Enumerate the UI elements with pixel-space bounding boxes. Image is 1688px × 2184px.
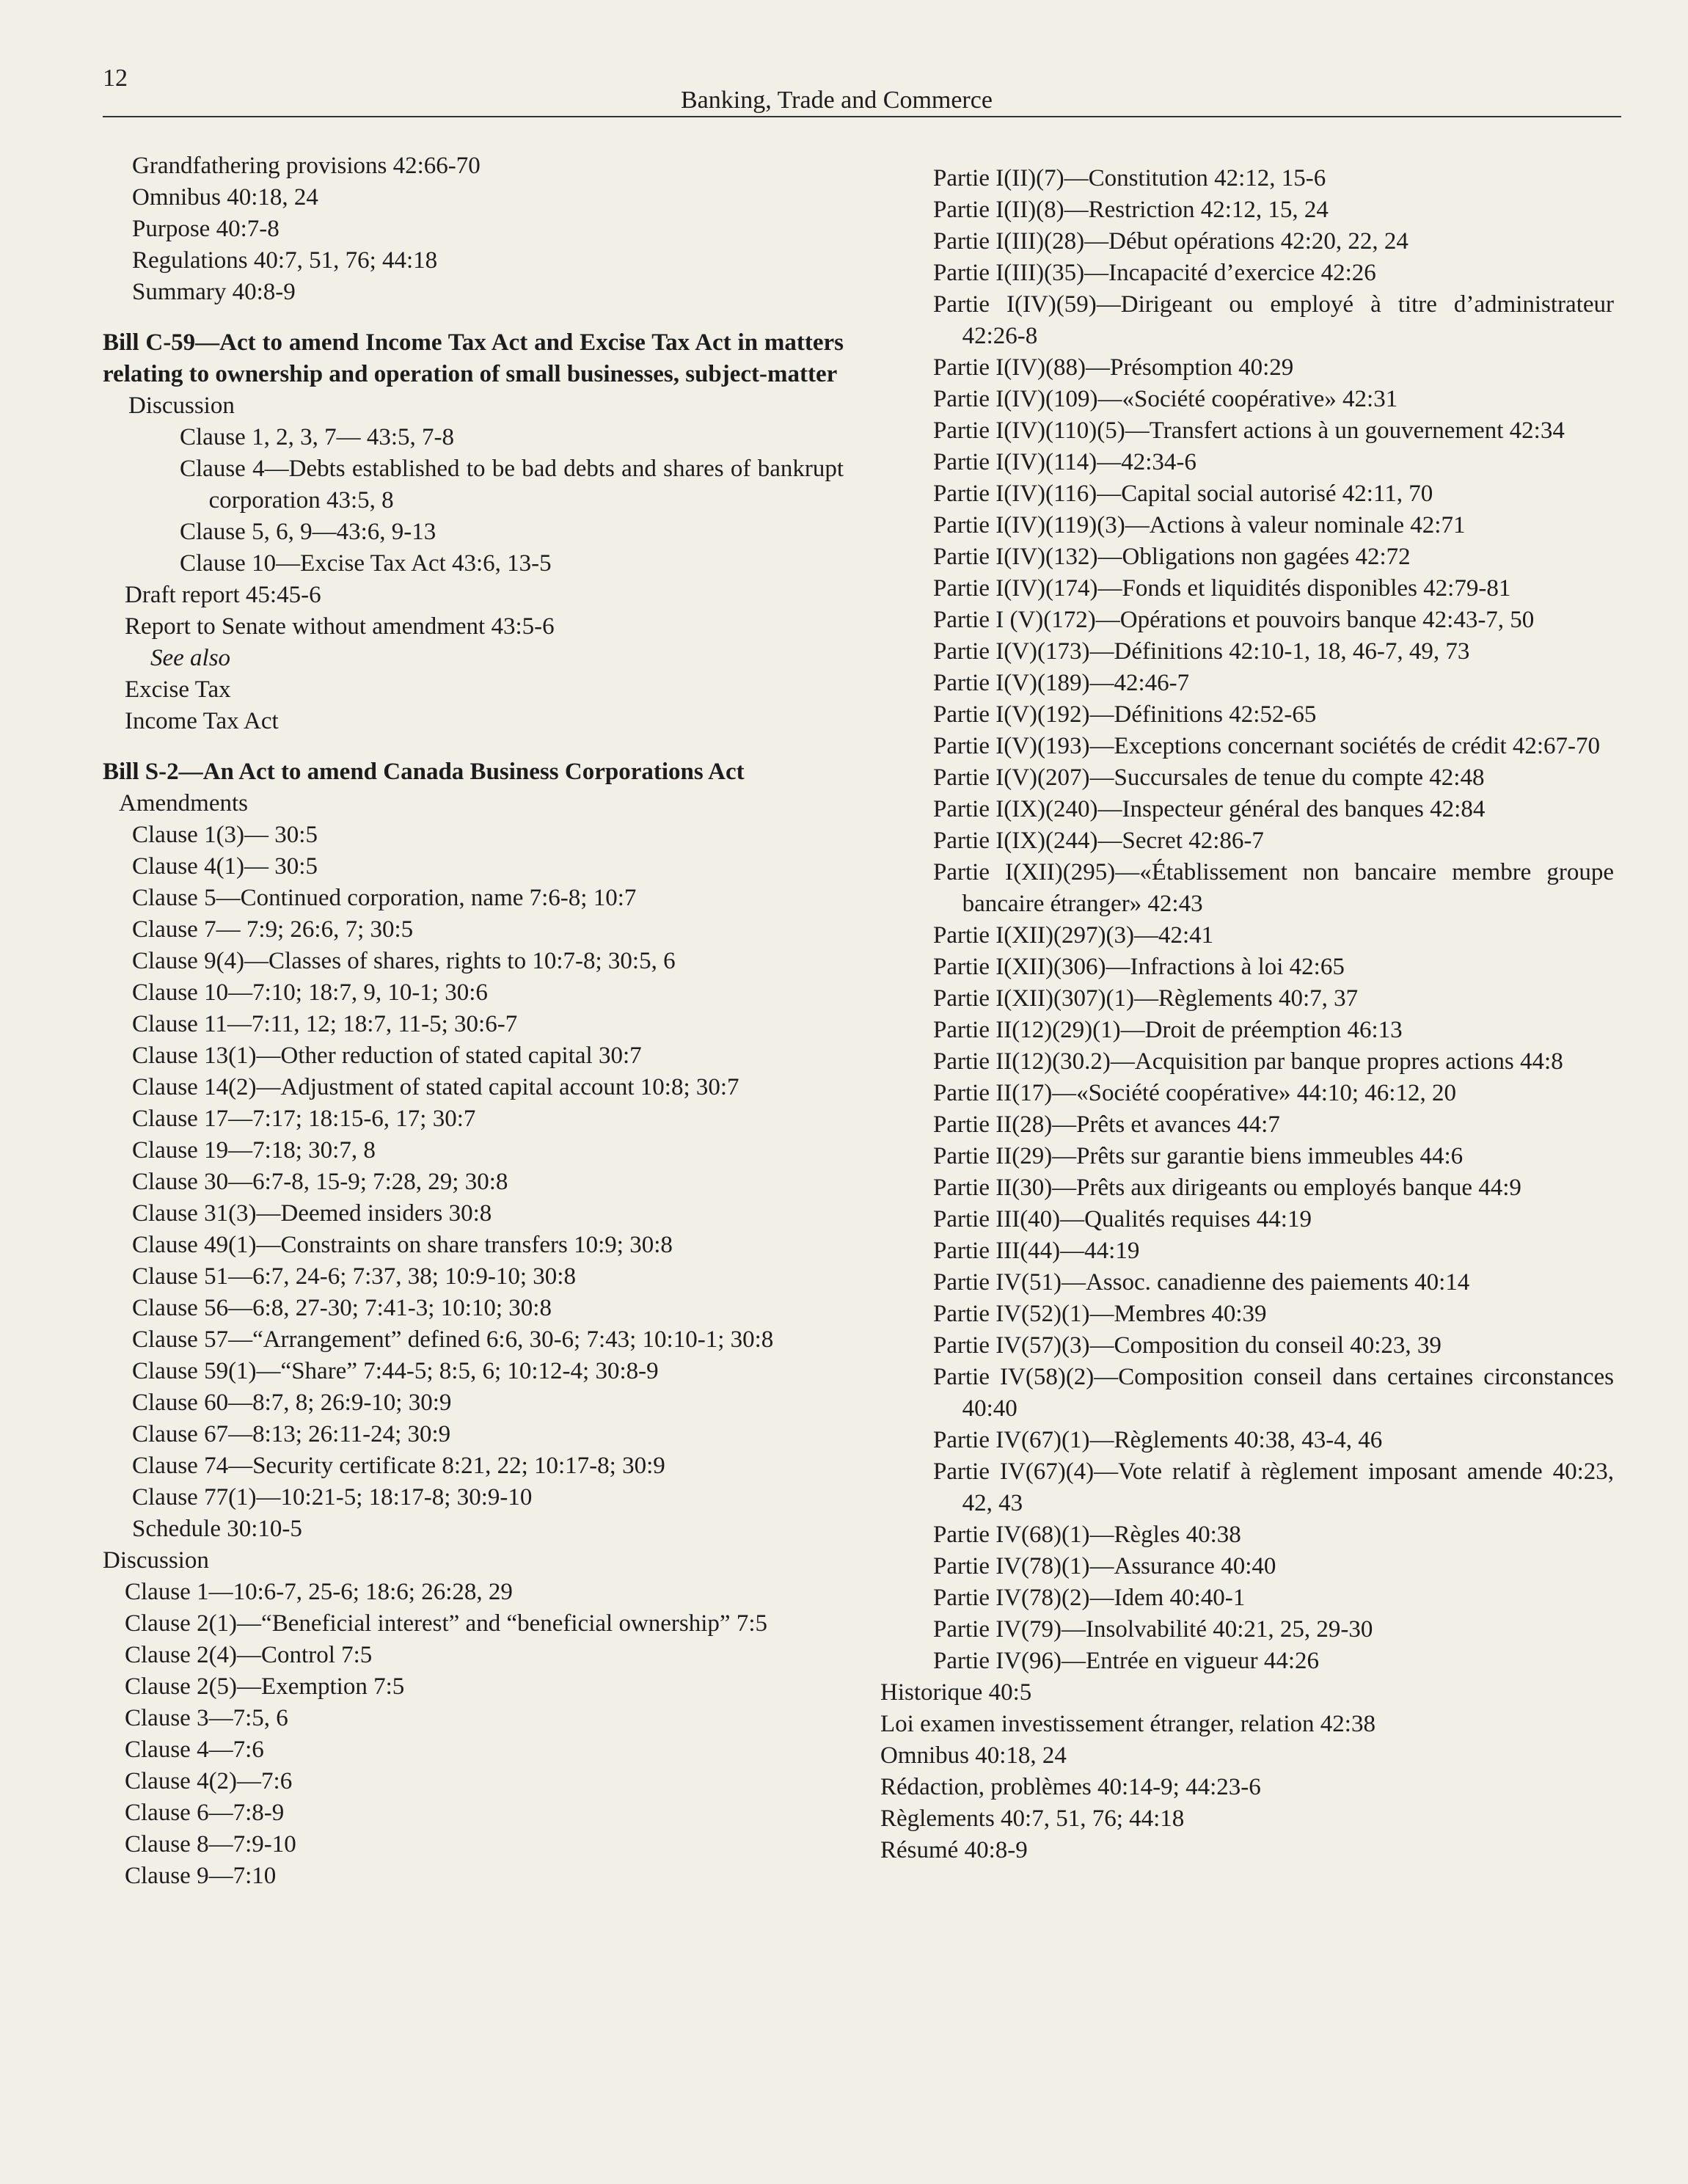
partie-entry: Partie III(44)—44:19 (933, 1238, 1140, 1264)
partie-entry: Partie IV(51)—Assoc. canadienne des paiements 40:14 (933, 1269, 1470, 1296)
amendment-clause-entry: Clause 7— 7:9; 26:6, 7; 30:5 (132, 916, 414, 943)
amendment-clause-entry: Clause 49(1)—Constraints on share transfers 10:9; 30:8 (132, 1232, 673, 1258)
partie-entry: Partie I(IV)(88)—Présomption 40:29 (933, 354, 1294, 381)
discussion-clause-entry: Clause 2(5)—Exemption 7:5 (125, 1673, 405, 1700)
discussion-clause-entry: Clause 1—10:6-7, 25-6; 18:6; 26:28, 29 (125, 1579, 513, 1605)
amendment-clause-entry: Clause 14(2)—Adjustment of stated capital account 10:8; 30:7 (132, 1074, 739, 1100)
clause-entry: Clause 4—Debts established to be bad debts and shares of bankrupt corporation 43:5, 8 (180, 456, 844, 514)
amendment-clause-entry: Clause 59(1)—“Share” 7:44-5; 8:5, 6; 10:12-4; 30:8-9 (132, 1358, 659, 1384)
bill-s2-title: Bill S-2—An Act to amend Canada Business Corporations Act (103, 759, 745, 785)
amendment-clause-entry: Clause 5—Continued corporation, name 7:6-8; 10:7 (132, 885, 637, 911)
partie-entry: Partie I(IV)(132)—Obligations non gagées 42:72 (933, 544, 1411, 570)
partie-entry: Partie I(V)(193)—Exceptions concernant sociétés de crédit 42:67-70 (933, 733, 1601, 759)
discussion-clause-entry: Clause 9—7:10 (125, 1863, 277, 1889)
running-head: Banking, Trade and Commerce (681, 87, 993, 114)
report-entry: Report to Senate without amendment 43:5-6 (125, 613, 555, 640)
clause-entry: Clause 1, 2, 3, 7— 43:5, 7-8 (180, 424, 454, 450)
discussion-clause-entry: Clause 8—7:9-10 (125, 1831, 296, 1858)
partie-entry: Partie IV(58)(2)—Composition conseil dans certaines circonstances 40:40 (933, 1364, 1614, 1422)
amendment-clause-entry: Clause 31(3)—Deemed insiders 30:8 (132, 1200, 492, 1227)
page-number: 12 (103, 65, 128, 92)
partie-entry: Partie I(IV)(114)—42:34-6 (933, 449, 1196, 475)
partie-entry: Partie IV(67)(4)—Vote relatif à règlement imposant amende 40:23, 42, 43 (933, 1458, 1614, 1516)
amendment-clause-entry: Clause 56—6:8, 27-30; 7:41-3; 10:10; 30:8 (132, 1295, 552, 1321)
partie-entry: Partie IV(96)—Entrée en vigueur 44:26 (933, 1648, 1320, 1674)
partie-entry: Partie II(17)—«Société coopérative» 44:10; 46:12, 20 (933, 1080, 1456, 1106)
partie-entry: Partie I(IV)(109)—«Société coopérative» 42:31 (933, 386, 1398, 412)
left-column (103, 150, 844, 1892)
index-entry: Règlements 40:7, 51, 76; 44:18 (880, 1805, 1185, 1832)
amendment-clause-entry: Clause 74—Security certificate 8:21, 22; 10:17-8; 30:9 (132, 1453, 665, 1479)
partie-entry: Partie IV(52)(1)—Membres 40:39 (933, 1301, 1267, 1327)
discussion-label: Discussion (103, 1547, 209, 1574)
clause-entry: Clause 10—Excise Tax Act 43:6, 13-5 (180, 550, 552, 577)
amendment-clause-entry: Clause 10—7:10; 18:7, 9, 10-1; 30:6 (132, 979, 488, 1006)
index-entry: Summary 40:8-9 (132, 279, 296, 305)
discussion-clause-entry: Clause 2(1)—“Beneficial interest” and “beneficial ownership” 7:5 (125, 1610, 767, 1637)
partie-entry: Partie I(II)(7)—Constitution 42:12, 15-6 (933, 165, 1326, 191)
partie-entry: Partie I(IX)(244)—Secret 42:86-7 (933, 828, 1264, 854)
amendment-clause-entry: Clause 30—6:7-8, 15-9; 7:28, 29; 30:8 (132, 1169, 508, 1195)
partie-entry: Partie IV(57)(3)—Composition du conseil 40:23, 39 (933, 1332, 1442, 1359)
discussion-clause-entry: Clause 4—7:6 (125, 1736, 264, 1763)
partie-entry: Partie IV(79)—Insolvabilité 40:21, 25, 29-30 (933, 1616, 1373, 1643)
see-also-item: Income Tax Act (125, 708, 279, 734)
partie-entry: Partie III(40)—Qualités requises 44:19 (933, 1206, 1312, 1232)
partie-entry: Partie I(II)(8)—Restriction 42:12, 15, 24 (933, 197, 1329, 223)
discussion-clause-entry: Clause 4(2)—7:6 (125, 1768, 293, 1794)
partie-entry: Partie I(III)(35)—Incapacité d’exercice 42:26 (933, 260, 1376, 286)
amendment-clause-entry: Clause 67—8:13; 26:11-24; 30:9 (132, 1421, 451, 1447)
discussion-clause-entry: Clause 6—7:8-9 (125, 1800, 285, 1826)
index-entry: Rédaction, problèmes 40:14-9; 44:23-6 (880, 1774, 1261, 1800)
partie-entry: Partie I(V)(192)—Définitions 42:52-65 (933, 701, 1317, 728)
amendment-clause-entry: Clause 77(1)—10:21-5; 18:17-8; 30:9-10 (132, 1484, 533, 1511)
partie-entry: Partie II(29)—Prêts sur garantie biens immeubles 44:6 (933, 1143, 1464, 1169)
amendment-clause-entry: Clause 4(1)— 30:5 (132, 853, 318, 880)
amendment-clause-entry: Clause 17—7:17; 18:15-6, 17; 30:7 (132, 1106, 476, 1132)
partie-entry: Partie I(V)(207)—Succursales de tenue du compte 42:48 (933, 764, 1485, 791)
discussion-clause-entry: Clause 2(4)—Control 7:5 (125, 1642, 373, 1668)
index-entry: Purpose 40:7-8 (132, 216, 279, 242)
amendment-clause-entry: Clause 57—“Arrangement” defined 6:6, 30-6; 7:43; 10:10-1; 30:8 (132, 1326, 774, 1353)
see-also-item: Excise Tax (125, 676, 231, 703)
index-entry: Omnibus 40:18, 24 (880, 1742, 1067, 1769)
amendment-clause-entry: Clause 60—8:7, 8; 26:9-10; 30:9 (132, 1389, 452, 1416)
partie-entry: Partie I(IV)(116)—Capital social autorisé 42:11, 70 (933, 481, 1433, 507)
index-entry: Résumé 40:8-9 (880, 1837, 1028, 1863)
clause-entry: Clause 5, 6, 9—43:6, 9-13 (180, 519, 436, 545)
partie-entry: Partie I(IV)(59)—Dirigeant ou employé à titre d’administrateur 42:26-8 (933, 291, 1614, 349)
partie-entry: Partie IV(78)(2)—Idem 40:40-1 (933, 1585, 1246, 1611)
partie-entry: Partie I (V)(172)—Opérations et pouvoirs banque 42:43-7, 50 (933, 607, 1535, 633)
partie-entry: Partie I(IV)(110)(5)—Transfert actions à un gouvernement 42:34 (933, 417, 1565, 444)
index-entry: Historique 40:5 (880, 1679, 1032, 1706)
partie-entry: Partie I(IX)(240)—Inspecteur général des banques 42:84 (933, 796, 1486, 822)
partie-entry: Partie I(III)(28)—Début opérations 42:20, 22, 24 (933, 228, 1409, 255)
discussion-clause-entry: Clause 3—7:5, 6 (125, 1705, 288, 1731)
index-entry: Omnibus 40:18, 24 (132, 184, 318, 211)
amendments-label: Amendments (119, 790, 248, 817)
partie-entry: Partie I(XII)(295)—«Établissement non bancaire membre groupe bancaire étranger» 42:43 (933, 859, 1614, 917)
index-entry: Regulations 40:7, 51, 76; 44:18 (132, 247, 438, 274)
partie-entry: Partie II(12)(29)(1)—Droit de préemption 46:13 (933, 1017, 1403, 1043)
amendment-clause-entry: Clause 51—6:7, 24-6; 7:37, 38; 10:9-10; 30:8 (132, 1263, 576, 1290)
header-rule (103, 116, 1621, 117)
partie-entry: Partie IV(78)(1)—Assurance 40:40 (933, 1553, 1276, 1579)
partie-entry: Partie I(IV)(119)(3)—Actions à valeur nominale 42:71 (933, 512, 1466, 538)
partie-entry: Partie I(IV)(174)—Fonds et liquidités disponibles 42:79-81 (933, 575, 1511, 602)
amendment-clause-entry: Clause 19—7:18; 30:7, 8 (132, 1137, 376, 1164)
see-also-label: See also (150, 645, 231, 671)
index-entry: Loi examen investissement étranger, relation 42:38 (880, 1711, 1375, 1737)
partie-entry: Partie II(12)(30.2)—Acquisition par banque propres actions 44:8 (933, 1048, 1563, 1075)
partie-entry: Partie I(V)(173)—Définitions 42:10-1, 18, 46-7, 49, 73 (933, 638, 1470, 665)
amendment-clause-entry: Clause 13(1)—Other reduction of stated capital 30:7 (132, 1042, 642, 1069)
amendment-clause-entry: Clause 9(4)—Classes of shares, rights to 10:7-8; 30:5, 6 (132, 948, 676, 974)
draft-report-entry: Draft report 45:45-6 (125, 582, 321, 608)
partie-entry: Partie I(V)(189)—42:46-7 (933, 670, 1190, 696)
bill-c59-title: Bill C-59—Act to amend Income Tax Act and Excise Tax Act in matters relating to ownership and operation of small businesses, subject-matter (103, 329, 844, 387)
partie-entry: Partie IV(67)(1)—Règlements 40:38, 43-4, 46 (933, 1427, 1383, 1453)
right-column (880, 163, 1614, 1866)
amendment-clause-entry: Clause 1(3)— 30:5 (132, 822, 318, 848)
amendment-clause-entry: Schedule 30:10-5 (132, 1516, 302, 1542)
partie-entry: Partie I(XII)(297)(3)—42:41 (933, 922, 1214, 949)
partie-entry: Partie II(30)—Prêts aux dirigeants ou employés banque 44:9 (933, 1175, 1521, 1201)
partie-entry: Partie I(XII)(306)—Infractions à loi 42:65 (933, 954, 1345, 980)
partie-entry: Partie I(XII)(307)(1)—Règlements 40:7, 37 (933, 985, 1359, 1012)
amendment-clause-entry: Clause 11—7:11, 12; 18:7, 11-5; 30:6-7 (132, 1011, 518, 1037)
index-entry: Grandfathering provisions 42:66-70 (132, 153, 481, 179)
partie-entry: Partie IV(68)(1)—Règles 40:38 (933, 1522, 1241, 1548)
partie-entry: Partie II(28)—Prêts et avances 44:7 (933, 1111, 1280, 1138)
discussion-label: Discussion (128, 392, 235, 419)
